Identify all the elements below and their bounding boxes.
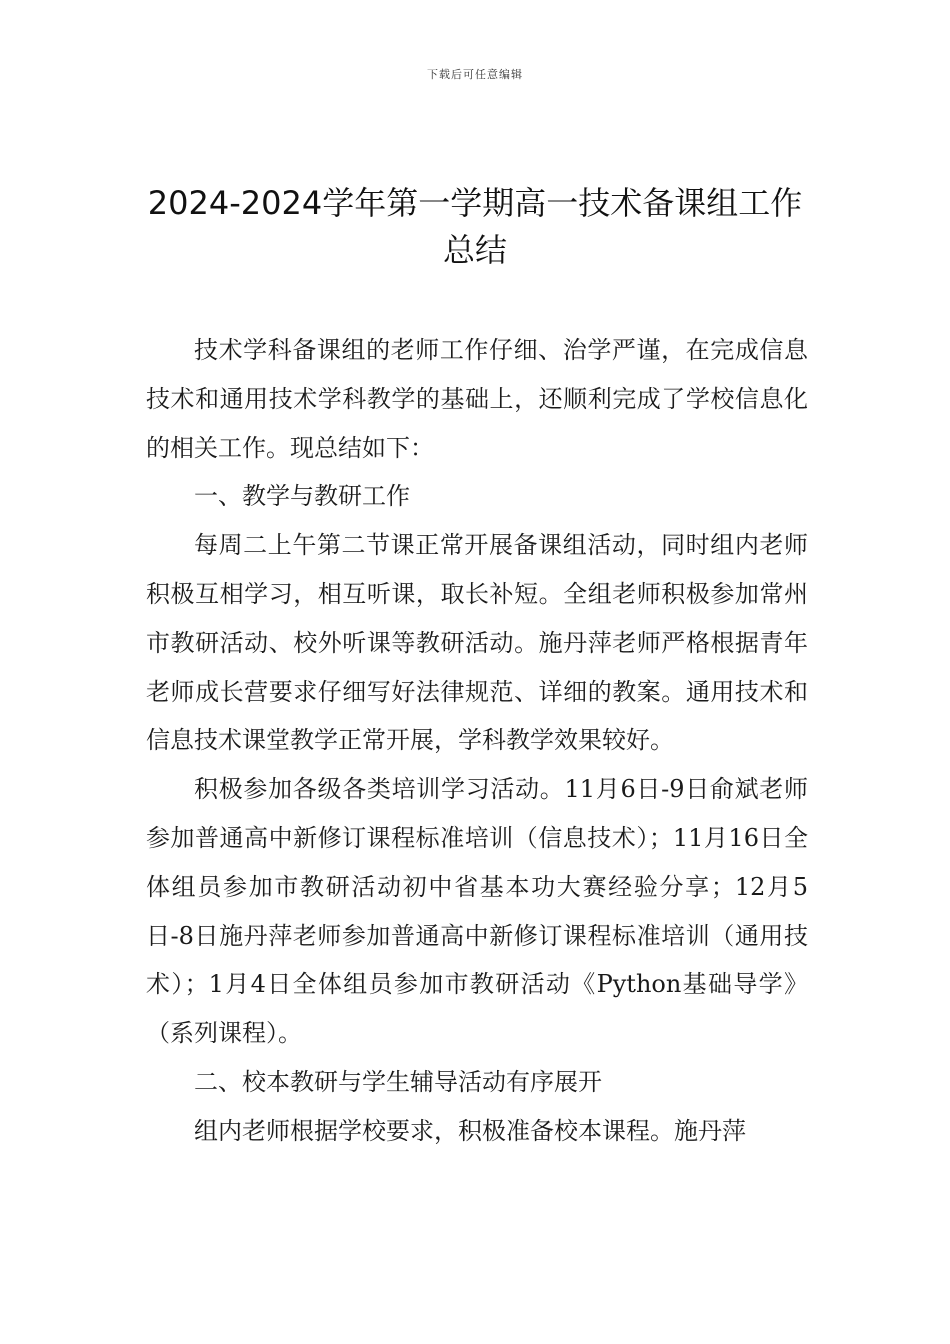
section-heading-teaching: 一、教学与教研工作 <box>194 482 410 511</box>
page-header-note: 下载后可任意编辑 <box>427 68 523 81</box>
document-body <box>146 326 808 1156</box>
paragraph-intro: 技术学科备课组的老师工作仔细、治学严谨，在完成信息技术和通用技术学科教学的基础上，还顺利完成了学校信息化的相关工作。现总结如下： <box>146 336 808 462</box>
section-heading-school-research: 二、校本教研与学生辅导活动有序展开 <box>194 1067 602 1096</box>
paragraph-weekly-activities: 每周二上午第二节课正常开展备课组活动，同时组内老师积极互相学习，相互听课，取长补短。全组老师积极参加常州市教研活动、校外听课等教研活动。施丹萍老师严格根据青年老师成长营要求仔细写好法律规范、详细的教案。通用技术和信息技术课堂教学正常开展，学科教学效果较好。 <box>146 531 808 755</box>
paragraph-school-courses: 组内老师根据学校要求，积极准备校本课程。施丹萍 <box>194 1116 746 1145</box>
paragraph-training: 积极参加各级各类培训学习活动。11月6日-9日俞斌老师参加普通高中新修订课程标准培训（信息技术）；11月16日全体组员参加市教研活动初中省基本功大赛经验分享；12月5日-8日施丹萍老师参加普通高中新修订课程标准培训（通用技术）；1月4日全体组员参加市教研活动《Python基础导学》（系列课程）。 <box>146 775 808 1048</box>
document-title: 2024-2024学年第一学期高一技术备课组工作总结 <box>147 184 803 269</box>
